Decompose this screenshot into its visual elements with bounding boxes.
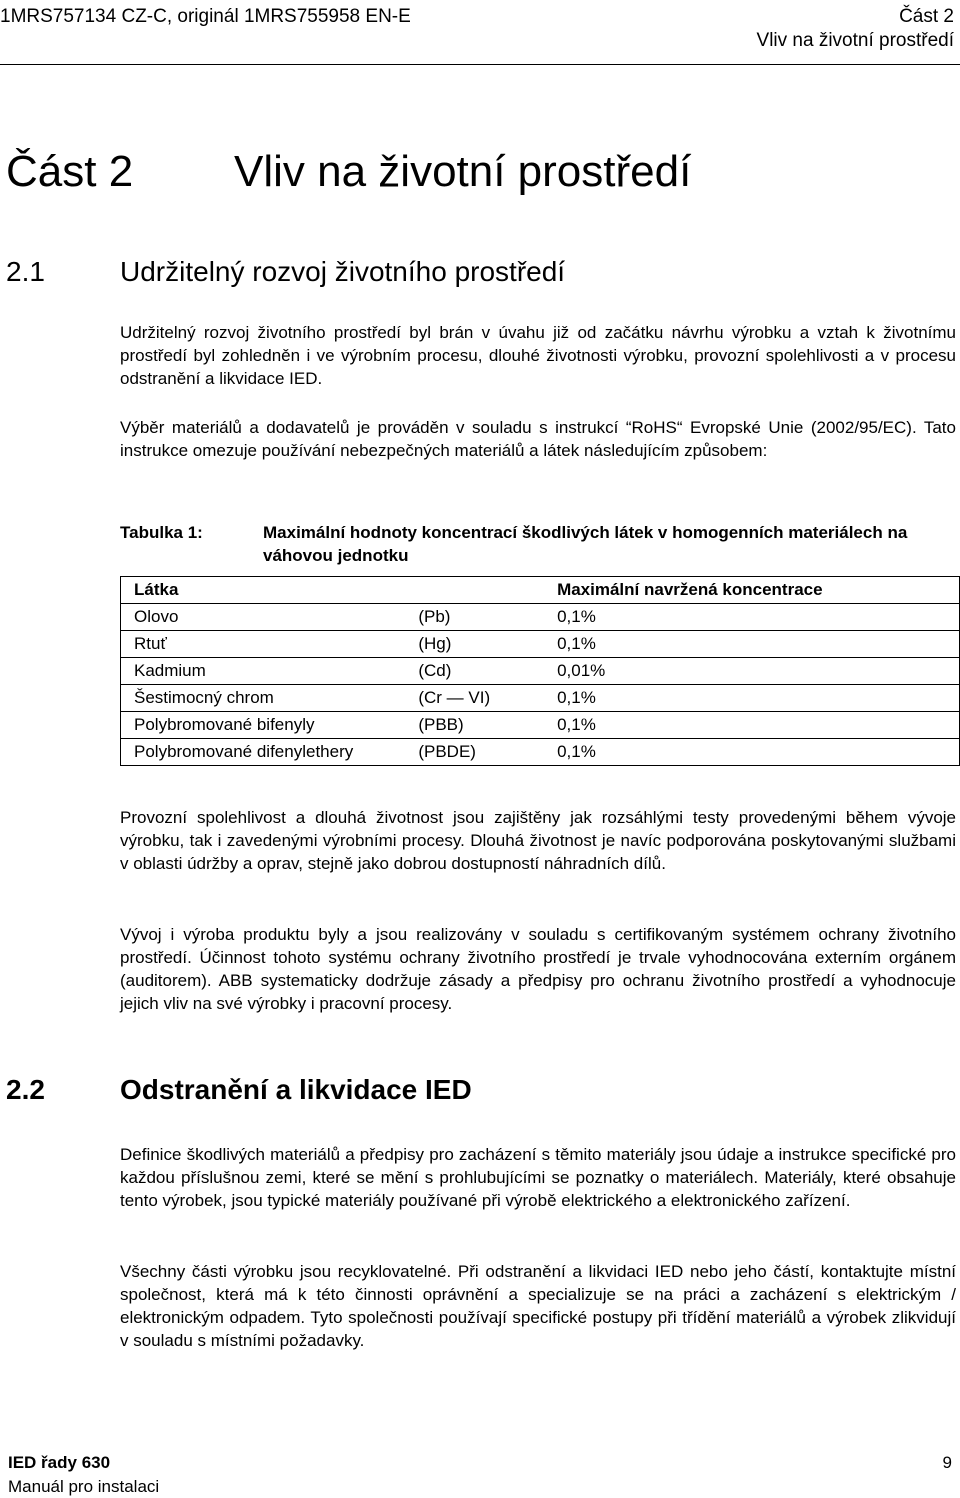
header-doc-id: 1MRS757134 CZ-C, originál 1MRS755958 EN-E [0,6,411,27]
substance-value: 0,1% [557,739,959,766]
table-label: Tabulka 1: [120,523,203,542]
section-2-2-paragraph-2: Všechny části výrobku jsou recyklovatelné. Při odstranění a likvidaci IED nebo jeho částí, kontaktujte místní společnost, která má k této činnosti oprávnění a specializuje se na práci a zacházení s elektrickým / elektronickým odpadem. Tyto společnosti používají specifické postupy při třídění materiálů a výrobek zlikvidují v souladu s místními požadavky. [120,1262,956,1350]
substance-symbol: (Cr — VI) [405,685,557,712]
section-2-2-title: Odstranění a likvidace IED [120,1074,472,1105]
section-2-2-paragraph-1: Definice škodlivých materiálů a předpisy pro zacházení s těmito materiály jsou údaje a instrukce specifické pro každou příslušnou zemi, které se mění s prohlubujícími se poznatky o materiálech. Materiály, které obsahuje tento výrobek, jsou typické materiály používané při výrobě elektrického a elektronického zařízení. [120,1145,956,1210]
section-2-1-number: 2.1 [6,256,45,287]
header-part-title: Vliv na životní prostředí [756,30,954,51]
footer-manual: Manuál pro instalaci [8,1477,160,1496]
table-caption: Maximální hodnoty koncentrací škodlivých látek v homogenních materiálech na váhovou jednotku [263,523,908,565]
substance-value: 0,1% [557,712,959,739]
substance-name: Polybromované difenylethery [121,739,406,766]
table-row [121,685,960,712]
substance-value: 0,1% [557,631,959,658]
substance-symbol: (Pb) [405,604,557,631]
chapter-title: Vliv na životní prostředí [234,147,692,196]
table-header-row [121,577,960,604]
substance-table [120,576,960,766]
header-divider [0,64,960,65]
table-row [121,739,960,766]
substance-value: 0,1% [557,604,959,631]
table-row [121,658,960,685]
page-number: 9 [942,1453,952,1472]
substance-value: 0,01% [557,658,959,685]
substance-name: Šestimocný chrom [121,685,406,712]
table-row [121,631,960,658]
substance-name: Rtuť [121,631,406,658]
table-row [121,712,960,739]
header-substance: Látka [121,577,406,604]
substance-name: Olovo [121,604,406,631]
chapter-number: Část 2 [6,147,134,196]
substance-name: Polybromované bifenyly [121,712,406,739]
substance-symbol: (Hg) [405,631,557,658]
section-2-1-paragraph-1: Udržitelný rozvoj životního prostředí byl brán v úvahu již od začátku návrhu výrobku a vztah k životnímu prostředí byl zohledněn i ve výrobním procesu, dlouhé životnosti výrobku, provozní spolehlivosti a v procesu odstranění a likvidace IED. [120,323,956,388]
table-row [121,604,960,631]
header-blank [405,577,557,604]
section-2-1-paragraph-3: Provozní spolehlivost a dlouhá životnost jsou zajištěny jak rozsáhlými testy provedenými během vývoje výrobku, tak i zavedenými výrobními procesy. Dlouhá životnost je navíc podporována poskytovanými službami v oblasti údržby a oprav, stejně jako dobrou dostupností náhradních dílů. [120,808,956,873]
header-part-number: Část 2 [899,6,954,27]
section-2-1-title: Udržitelný rozvoj životního prostředí [120,256,566,287]
substance-value: 0,1% [557,685,959,712]
header-concentration: Maximální navržená koncentrace [557,577,959,604]
section-2-2-number: 2.2 [6,1074,45,1105]
section-2-1-paragraph-4: Vývoj i výroba produktu byly a jsou realizovány v souladu s certifikovaným systémem ochrany životního prostředí. Účinnost tohoto systému ochrany životního prostředí je trvale vyhodnocována externím orgánem (auditorem). ABB systematicky dodržuje zásady a předpisy pro ochranu životního prostředí a vyhodnocuje jejich vliv na své výrobky i pracovní procesy. [120,925,956,1013]
substance-symbol: (PBDE) [405,739,557,766]
header-part [757,5,954,53]
substance-symbol: (PBB) [405,712,557,739]
footer-product: IED řady 630 [8,1453,111,1472]
substance-symbol: (Cd) [405,658,557,685]
substance-name: Kadmium [121,658,406,685]
section-2-1-paragraph-2: Výběr materiálů a dodavatelů je prováděn v souladu s instrukcí “RoHS“ Evropské Unie (2002/95/EC). Tato instrukce omezuje používání nebezpečných materiálů a látek následujícím způsobem: [120,418,956,460]
